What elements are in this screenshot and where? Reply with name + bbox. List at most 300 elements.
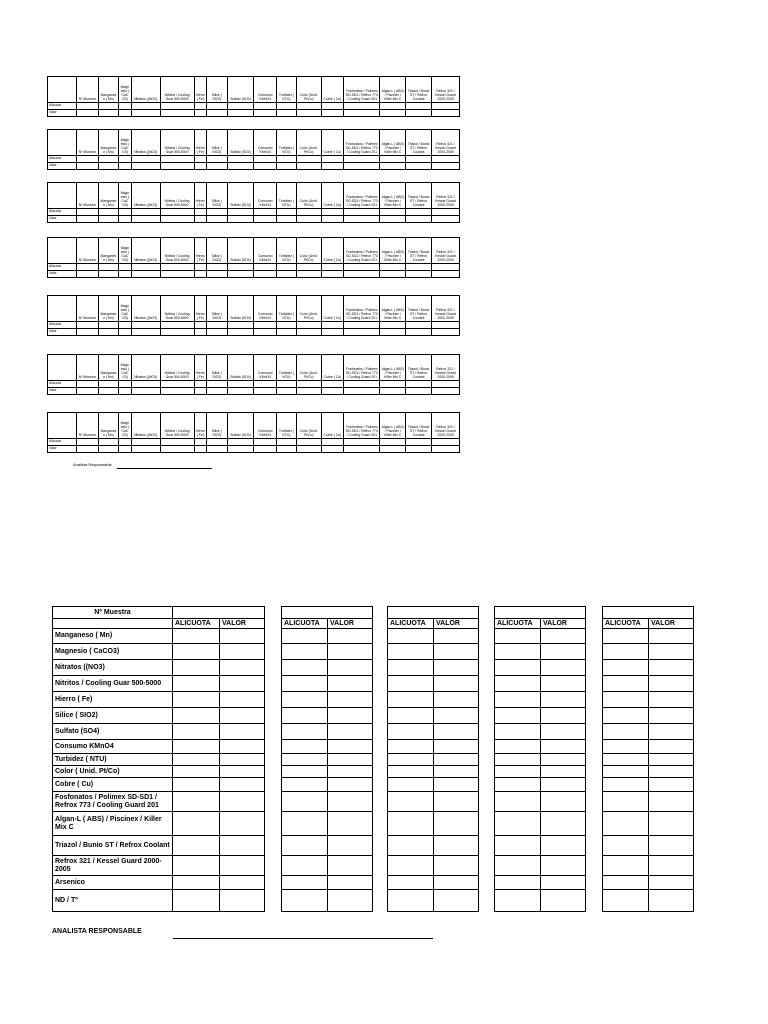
alicuota-input-cell[interactable]	[603, 890, 649, 912]
mini-input-cell[interactable]	[344, 446, 380, 453]
mini-input-cell[interactable]	[194, 271, 206, 278]
alicuota-input-cell[interactable]	[282, 876, 328, 890]
mini-input-cell[interactable]	[380, 388, 406, 395]
mini-input-cell[interactable]	[296, 209, 321, 216]
mini-input-cell[interactable]	[227, 110, 254, 117]
mini-input-cell[interactable]	[160, 329, 194, 336]
mini-input-cell[interactable]	[227, 329, 254, 336]
valor-input-cell[interactable]	[434, 766, 479, 778]
valor-input-cell[interactable]	[328, 766, 373, 778]
valor-input-cell[interactable]	[220, 644, 265, 660]
alicuota-input-cell[interactable]	[173, 856, 220, 876]
mini-input-cell[interactable]	[406, 216, 432, 223]
valor-input-cell[interactable]	[649, 812, 694, 836]
mini-input-cell[interactable]	[119, 322, 131, 329]
alicuota-input-cell[interactable]	[603, 644, 649, 660]
mini-input-cell[interactable]	[254, 163, 277, 170]
mini-input-cell[interactable]	[131, 388, 160, 395]
mini-input-cell[interactable]	[296, 271, 321, 278]
mini-input-cell[interactable]	[206, 110, 227, 117]
alicuota-input-cell[interactable]	[173, 692, 220, 708]
valor-input-cell[interactable]	[434, 644, 479, 660]
valor-input-cell[interactable]	[434, 740, 479, 754]
mini-input-cell[interactable]	[131, 439, 160, 446]
alicuota-input-cell[interactable]	[495, 644, 541, 660]
mini-input-cell[interactable]	[76, 103, 98, 110]
alicuota-input-cell[interactable]	[603, 856, 649, 876]
alicuota-input-cell[interactable]	[173, 766, 220, 778]
mini-input-cell[interactable]	[76, 156, 98, 163]
alicuota-input-cell[interactable]	[495, 708, 541, 724]
alicuota-input-cell[interactable]	[388, 812, 434, 836]
alicuota-input-cell[interactable]	[495, 836, 541, 856]
alicuota-input-cell[interactable]	[603, 660, 649, 676]
alicuota-input-cell[interactable]	[603, 740, 649, 754]
mini-input-cell[interactable]	[296, 388, 321, 395]
valor-input-cell[interactable]	[649, 644, 694, 660]
mini-input-cell[interactable]	[406, 264, 432, 271]
mini-input-cell[interactable]	[206, 388, 227, 395]
mini-input-cell[interactable]	[321, 163, 344, 170]
mini-input-cell[interactable]	[206, 271, 227, 278]
mini-input-cell[interactable]	[131, 209, 160, 216]
mini-input-cell[interactable]	[321, 216, 344, 223]
alicuota-input-cell[interactable]	[388, 766, 434, 778]
valor-input-cell[interactable]	[434, 724, 479, 740]
mini-input-cell[interactable]	[277, 110, 297, 117]
alicuota-input-cell[interactable]	[495, 740, 541, 754]
mini-input-cell[interactable]	[296, 110, 321, 117]
valor-input-cell[interactable]	[328, 676, 373, 692]
mini-input-cell[interactable]	[321, 322, 344, 329]
mini-input-cell[interactable]	[227, 264, 254, 271]
mini-input-cell[interactable]	[321, 156, 344, 163]
mini-input-cell[interactable]	[321, 439, 344, 446]
mini-input-cell[interactable]	[98, 446, 119, 453]
mini-input-cell[interactable]	[119, 271, 131, 278]
valor-input-cell[interactable]	[328, 708, 373, 724]
mini-input-cell[interactable]	[98, 163, 119, 170]
mini-input-cell[interactable]	[98, 110, 119, 117]
valor-input-cell[interactable]	[220, 676, 265, 692]
mini-input-cell[interactable]	[380, 163, 406, 170]
mini-input-cell[interactable]	[206, 103, 227, 110]
mini-input-cell[interactable]	[160, 156, 194, 163]
mini-input-cell[interactable]	[432, 322, 460, 329]
valor-input-cell[interactable]	[434, 660, 479, 676]
mini-input-cell[interactable]	[432, 388, 460, 395]
mini-input-cell[interactable]	[432, 264, 460, 271]
mini-input-cell[interactable]	[406, 388, 432, 395]
valor-input-cell[interactable]	[434, 629, 479, 644]
alicuota-input-cell[interactable]	[173, 792, 220, 812]
mini-input-cell[interactable]	[296, 264, 321, 271]
mini-input-cell[interactable]	[227, 216, 254, 223]
mini-input-cell[interactable]	[160, 163, 194, 170]
valor-input-cell[interactable]	[541, 778, 586, 792]
alicuota-input-cell[interactable]	[603, 792, 649, 812]
mini-input-cell[interactable]	[131, 110, 160, 117]
alicuota-input-cell[interactable]	[388, 890, 434, 912]
valor-input-cell[interactable]	[220, 660, 265, 676]
mini-input-cell[interactable]	[344, 163, 380, 170]
mini-input-cell[interactable]	[160, 381, 194, 388]
mini-input-cell[interactable]	[227, 103, 254, 110]
alicuota-input-cell[interactable]	[388, 629, 434, 644]
sample-number-cell[interactable]	[173, 607, 265, 619]
mini-input-cell[interactable]	[227, 271, 254, 278]
mini-input-cell[interactable]	[227, 439, 254, 446]
valor-input-cell[interactable]	[328, 792, 373, 812]
mini-input-cell[interactable]	[406, 103, 432, 110]
mini-input-cell[interactable]	[119, 110, 131, 117]
mini-input-cell[interactable]	[194, 329, 206, 336]
mini-input-cell[interactable]	[206, 163, 227, 170]
valor-input-cell[interactable]	[649, 660, 694, 676]
mini-input-cell[interactable]	[160, 322, 194, 329]
mini-input-cell[interactable]	[227, 156, 254, 163]
mini-input-cell[interactable]	[206, 216, 227, 223]
mini-input-cell[interactable]	[296, 322, 321, 329]
mini-input-cell[interactable]	[432, 156, 460, 163]
mini-input-cell[interactable]	[344, 264, 380, 271]
mini-input-cell[interactable]	[432, 271, 460, 278]
mini-input-cell[interactable]	[131, 381, 160, 388]
mini-input-cell[interactable]	[432, 446, 460, 453]
mini-input-cell[interactable]	[98, 103, 119, 110]
mini-input-cell[interactable]	[380, 381, 406, 388]
alicuota-input-cell[interactable]	[495, 766, 541, 778]
mini-input-cell[interactable]	[76, 446, 98, 453]
alicuota-input-cell[interactable]	[603, 876, 649, 890]
valor-input-cell[interactable]	[541, 724, 586, 740]
mini-input-cell[interactable]	[277, 271, 297, 278]
mini-input-cell[interactable]	[321, 271, 344, 278]
mini-input-cell[interactable]	[119, 103, 131, 110]
valor-input-cell[interactable]	[541, 708, 586, 724]
alicuota-input-cell[interactable]	[495, 812, 541, 836]
alicuota-input-cell[interactable]	[173, 890, 220, 912]
mini-input-cell[interactable]	[344, 388, 380, 395]
valor-input-cell[interactable]	[649, 740, 694, 754]
valor-input-cell[interactable]	[649, 724, 694, 740]
valor-input-cell[interactable]	[328, 740, 373, 754]
alicuota-input-cell[interactable]	[282, 660, 328, 676]
alicuota-input-cell[interactable]	[603, 724, 649, 740]
mini-input-cell[interactable]	[406, 156, 432, 163]
mini-input-cell[interactable]	[206, 322, 227, 329]
mini-input-cell[interactable]	[277, 329, 297, 336]
mini-input-cell[interactable]	[296, 329, 321, 336]
mini-input-cell[interactable]	[380, 156, 406, 163]
alicuota-input-cell[interactable]	[603, 676, 649, 692]
mini-input-cell[interactable]	[76, 110, 98, 117]
alicuota-input-cell[interactable]	[282, 812, 328, 836]
mini-input-cell[interactable]	[76, 381, 98, 388]
mini-input-cell[interactable]	[206, 329, 227, 336]
alicuota-input-cell[interactable]	[282, 766, 328, 778]
mini-input-cell[interactable]	[119, 446, 131, 453]
valor-input-cell[interactable]	[434, 812, 479, 836]
alicuota-input-cell[interactable]	[495, 792, 541, 812]
mini-input-cell[interactable]	[277, 103, 297, 110]
mini-input-cell[interactable]	[194, 322, 206, 329]
valor-input-cell[interactable]	[328, 754, 373, 766]
mini-input-cell[interactable]	[380, 446, 406, 453]
mini-input-cell[interactable]	[254, 388, 277, 395]
alicuota-input-cell[interactable]	[173, 708, 220, 724]
valor-input-cell[interactable]	[541, 629, 586, 644]
mini-input-cell[interactable]	[254, 322, 277, 329]
mini-input-cell[interactable]	[206, 209, 227, 216]
mini-input-cell[interactable]	[406, 446, 432, 453]
mini-input-cell[interactable]	[227, 209, 254, 216]
alicuota-input-cell[interactable]	[495, 724, 541, 740]
mini-input-cell[interactable]	[194, 446, 206, 453]
mini-input-cell[interactable]	[344, 216, 380, 223]
mini-input-cell[interactable]	[194, 156, 206, 163]
valor-input-cell[interactable]	[649, 792, 694, 812]
mini-input-cell[interactable]	[98, 322, 119, 329]
alicuota-input-cell[interactable]	[282, 692, 328, 708]
mini-input-cell[interactable]	[194, 110, 206, 117]
mini-input-cell[interactable]	[321, 209, 344, 216]
valor-input-cell[interactable]	[220, 876, 265, 890]
alicuota-input-cell[interactable]	[173, 778, 220, 792]
valor-input-cell[interactable]	[328, 876, 373, 890]
valor-input-cell[interactable]	[328, 724, 373, 740]
mini-input-cell[interactable]	[76, 163, 98, 170]
mini-input-cell[interactable]	[98, 264, 119, 271]
alicuota-input-cell[interactable]	[173, 724, 220, 740]
mini-input-cell[interactable]	[296, 103, 321, 110]
mini-input-cell[interactable]	[406, 381, 432, 388]
alicuota-input-cell[interactable]	[495, 754, 541, 766]
mini-input-cell[interactable]	[254, 216, 277, 223]
alicuota-input-cell[interactable]	[173, 740, 220, 754]
mini-input-cell[interactable]	[380, 439, 406, 446]
mini-input-cell[interactable]	[76, 439, 98, 446]
mini-input-cell[interactable]	[277, 156, 297, 163]
mini-input-cell[interactable]	[406, 329, 432, 336]
mini-input-cell[interactable]	[296, 216, 321, 223]
valor-input-cell[interactable]	[434, 754, 479, 766]
mini-input-cell[interactable]	[160, 446, 194, 453]
valor-input-cell[interactable]	[541, 876, 586, 890]
mini-input-cell[interactable]	[432, 110, 460, 117]
alicuota-input-cell[interactable]	[388, 708, 434, 724]
mini-input-cell[interactable]	[206, 381, 227, 388]
mini-input-cell[interactable]	[344, 209, 380, 216]
alicuota-input-cell[interactable]	[282, 629, 328, 644]
alicuota-input-cell[interactable]	[603, 836, 649, 856]
alicuota-input-cell[interactable]	[388, 778, 434, 792]
mini-input-cell[interactable]	[119, 163, 131, 170]
alicuota-input-cell[interactable]	[173, 660, 220, 676]
valor-input-cell[interactable]	[541, 792, 586, 812]
mini-input-cell[interactable]	[119, 388, 131, 395]
valor-input-cell[interactable]	[541, 740, 586, 754]
valor-input-cell[interactable]	[541, 836, 586, 856]
mini-input-cell[interactable]	[254, 446, 277, 453]
valor-input-cell[interactable]	[220, 724, 265, 740]
alicuota-input-cell[interactable]	[282, 676, 328, 692]
mini-input-cell[interactable]	[160, 216, 194, 223]
alicuota-input-cell[interactable]	[603, 812, 649, 836]
mini-input-cell[interactable]	[296, 156, 321, 163]
valor-input-cell[interactable]	[328, 812, 373, 836]
valor-input-cell[interactable]	[541, 644, 586, 660]
mini-input-cell[interactable]	[432, 381, 460, 388]
valor-input-cell[interactable]	[220, 692, 265, 708]
mini-input-cell[interactable]	[380, 322, 406, 329]
alicuota-input-cell[interactable]	[282, 792, 328, 812]
alicuota-input-cell[interactable]	[603, 629, 649, 644]
alicuota-input-cell[interactable]	[388, 792, 434, 812]
alicuota-input-cell[interactable]	[603, 778, 649, 792]
mini-input-cell[interactable]	[321, 103, 344, 110]
mini-input-cell[interactable]	[119, 439, 131, 446]
mini-input-cell[interactable]	[98, 271, 119, 278]
mini-input-cell[interactable]	[76, 216, 98, 223]
mini-input-cell[interactable]	[406, 110, 432, 117]
mini-input-cell[interactable]	[254, 381, 277, 388]
valor-input-cell[interactable]	[328, 836, 373, 856]
valor-input-cell[interactable]	[434, 876, 479, 890]
mini-input-cell[interactable]	[194, 264, 206, 271]
mini-input-cell[interactable]	[194, 439, 206, 446]
mini-input-cell[interactable]	[254, 103, 277, 110]
alicuota-input-cell[interactable]	[495, 890, 541, 912]
valor-input-cell[interactable]	[541, 766, 586, 778]
alicuota-input-cell[interactable]	[173, 676, 220, 692]
valor-input-cell[interactable]	[541, 660, 586, 676]
mini-input-cell[interactable]	[432, 209, 460, 216]
valor-input-cell[interactable]	[220, 766, 265, 778]
mini-input-cell[interactable]	[119, 209, 131, 216]
mini-input-cell[interactable]	[98, 329, 119, 336]
alicuota-input-cell[interactable]	[388, 660, 434, 676]
mini-input-cell[interactable]	[344, 439, 380, 446]
valor-input-cell[interactable]	[220, 856, 265, 876]
mini-input-cell[interactable]	[194, 216, 206, 223]
mini-input-cell[interactable]	[160, 209, 194, 216]
mini-input-cell[interactable]	[321, 388, 344, 395]
mini-input-cell[interactable]	[254, 110, 277, 117]
mini-input-cell[interactable]	[76, 322, 98, 329]
alicuota-input-cell[interactable]	[495, 692, 541, 708]
valor-input-cell[interactable]	[328, 890, 373, 912]
mini-input-cell[interactable]	[194, 388, 206, 395]
mini-input-cell[interactable]	[277, 446, 297, 453]
mini-input-cell[interactable]	[380, 271, 406, 278]
mini-input-cell[interactable]	[277, 322, 297, 329]
mini-input-cell[interactable]	[296, 381, 321, 388]
mini-input-cell[interactable]	[344, 381, 380, 388]
alicuota-input-cell[interactable]	[173, 876, 220, 890]
mini-input-cell[interactable]	[344, 103, 380, 110]
sample-number-cell[interactable]	[603, 607, 694, 619]
valor-input-cell[interactable]	[220, 792, 265, 812]
valor-input-cell[interactable]	[220, 778, 265, 792]
mini-input-cell[interactable]	[76, 388, 98, 395]
alicuota-input-cell[interactable]	[282, 708, 328, 724]
valor-input-cell[interactable]	[434, 692, 479, 708]
mini-input-cell[interactable]	[380, 103, 406, 110]
mini-input-cell[interactable]	[76, 271, 98, 278]
alicuota-input-cell[interactable]	[173, 812, 220, 836]
alicuota-input-cell[interactable]	[282, 644, 328, 660]
valor-input-cell[interactable]	[434, 778, 479, 792]
mini-input-cell[interactable]	[227, 388, 254, 395]
mini-input-cell[interactable]	[160, 264, 194, 271]
valor-input-cell[interactable]	[434, 676, 479, 692]
valor-input-cell[interactable]	[541, 856, 586, 876]
valor-input-cell[interactable]	[541, 692, 586, 708]
alicuota-input-cell[interactable]	[282, 836, 328, 856]
mini-input-cell[interactable]	[76, 264, 98, 271]
valor-input-cell[interactable]	[649, 766, 694, 778]
alicuota-input-cell[interactable]	[388, 644, 434, 660]
mini-input-cell[interactable]	[160, 388, 194, 395]
mini-input-cell[interactable]	[432, 329, 460, 336]
valor-input-cell[interactable]	[328, 660, 373, 676]
mini-input-cell[interactable]	[321, 446, 344, 453]
mini-input-cell[interactable]	[277, 439, 297, 446]
valor-input-cell[interactable]	[220, 629, 265, 644]
mini-input-cell[interactable]	[98, 216, 119, 223]
sample-number-cell[interactable]	[388, 607, 479, 619]
valor-input-cell[interactable]	[541, 676, 586, 692]
mini-input-cell[interactable]	[206, 156, 227, 163]
alicuota-input-cell[interactable]	[282, 890, 328, 912]
alicuota-input-cell[interactable]	[388, 876, 434, 890]
mini-input-cell[interactable]	[98, 209, 119, 216]
alicuota-input-cell[interactable]	[495, 876, 541, 890]
alicuota-input-cell[interactable]	[173, 644, 220, 660]
valor-input-cell[interactable]	[649, 876, 694, 890]
mini-input-cell[interactable]	[131, 322, 160, 329]
valor-input-cell[interactable]	[434, 856, 479, 876]
mini-input-cell[interactable]	[254, 209, 277, 216]
mini-input-cell[interactable]	[98, 439, 119, 446]
valor-input-cell[interactable]	[434, 890, 479, 912]
mini-input-cell[interactable]	[98, 156, 119, 163]
mini-input-cell[interactable]	[321, 110, 344, 117]
valor-input-cell[interactable]	[328, 629, 373, 644]
alicuota-input-cell[interactable]	[282, 724, 328, 740]
mini-input-cell[interactable]	[277, 381, 297, 388]
alicuota-input-cell[interactable]	[388, 676, 434, 692]
mini-input-cell[interactable]	[344, 156, 380, 163]
mini-input-cell[interactable]	[206, 439, 227, 446]
mini-input-cell[interactable]	[119, 156, 131, 163]
valor-input-cell[interactable]	[220, 708, 265, 724]
valor-input-cell[interactable]	[328, 644, 373, 660]
alicuota-input-cell[interactable]	[603, 692, 649, 708]
mini-input-cell[interactable]	[227, 322, 254, 329]
mini-input-cell[interactable]	[194, 163, 206, 170]
sample-number-cell[interactable]	[282, 607, 373, 619]
mini-input-cell[interactable]	[131, 264, 160, 271]
valor-input-cell[interactable]	[649, 629, 694, 644]
valor-input-cell[interactable]	[220, 836, 265, 856]
mini-input-cell[interactable]	[98, 381, 119, 388]
alicuota-input-cell[interactable]	[173, 629, 220, 644]
mini-input-cell[interactable]	[160, 110, 194, 117]
valor-input-cell[interactable]	[328, 856, 373, 876]
mini-input-cell[interactable]	[432, 439, 460, 446]
